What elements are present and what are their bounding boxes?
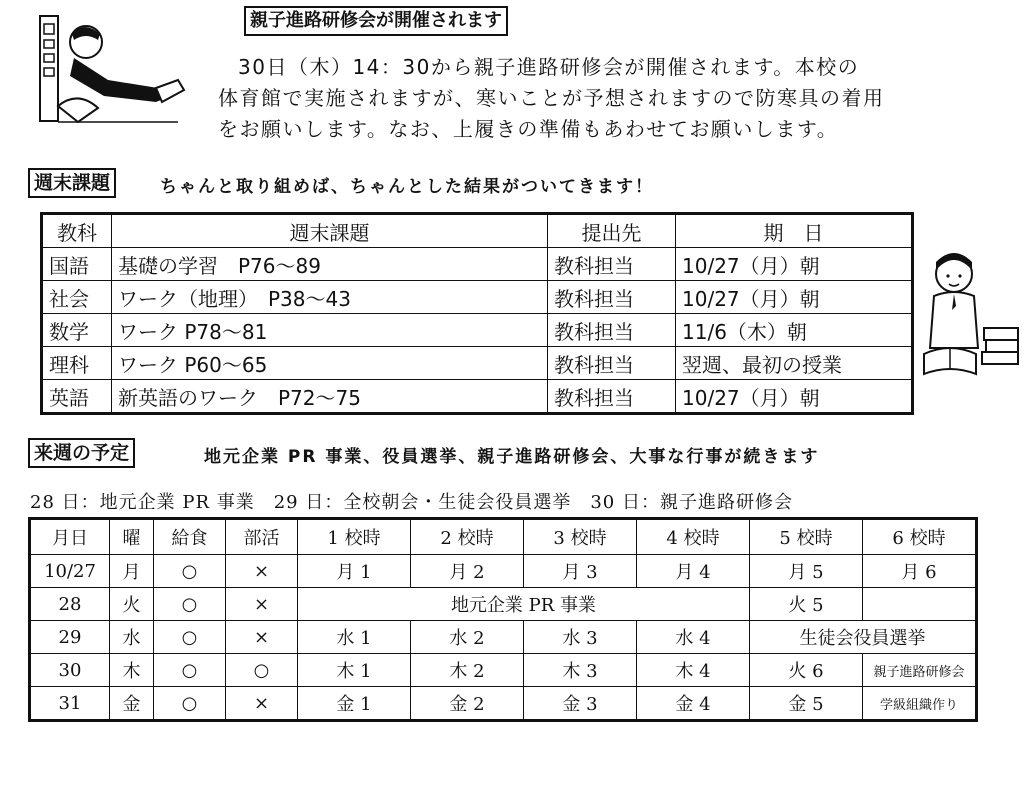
due-date-cell: 10/27（月）朝 <box>676 380 913 414</box>
table-row <box>30 555 977 588</box>
club-cell: × <box>226 687 298 721</box>
period-cell: 金 2 <box>411 687 524 721</box>
period-cell: 木 2 <box>411 654 524 687</box>
submit-to-cell: 教科担当 <box>548 347 676 380</box>
weekend-lead: ちゃんと取り組めば、ちゃんとした結果がついてきます！ <box>160 177 654 197</box>
due-date-cell: 10/27（月）朝 <box>676 281 913 314</box>
date-cell: 29 <box>30 621 110 654</box>
lunch-cell: ○ <box>154 687 226 721</box>
period-cell: 学級組織作り <box>863 687 977 721</box>
period-cell: 水 4 <box>637 621 750 654</box>
assignment-cell: 新英語のワーク P72～75 <box>112 380 548 414</box>
weekday-cell: 火 <box>110 588 154 621</box>
submit-to-cell: 教科担当 <box>548 248 676 281</box>
period-cell: 木 4 <box>637 654 750 687</box>
reading-student-illustration <box>916 248 1022 384</box>
table-row <box>42 281 913 314</box>
club-cell: × <box>226 555 298 588</box>
lunch-cell: ○ <box>154 588 226 621</box>
period-cell: 火 5 <box>750 588 863 621</box>
due-date-cell: 翌週、最初の授業 <box>676 347 913 380</box>
period-cell: 金 5 <box>750 687 863 721</box>
reclining-student-illustration <box>38 10 188 130</box>
table-row <box>30 654 977 687</box>
weekend-assignment-table <box>40 212 914 415</box>
weekly-schedule-table <box>28 517 978 722</box>
event-cell: 生徒会役員選挙 <box>750 621 977 654</box>
subject-cell: 英語 <box>42 380 112 414</box>
weekday-cell: 水 <box>110 621 154 654</box>
submit-to-cell: 教科担当 <box>548 380 676 414</box>
date-cell: 30 <box>30 654 110 687</box>
notice-line-1: 30日（木）14：30から親子進路研修会が開催されます。本校の <box>238 55 860 79</box>
period-cell: 月 5 <box>750 555 863 588</box>
event-cell: 地元企業 PR 事業 <box>298 588 750 621</box>
weekend-title: 週末課題 <box>28 168 116 198</box>
header-subject: 教科 <box>42 214 112 248</box>
lunch-cell: ○ <box>154 654 226 687</box>
table-row <box>30 588 977 621</box>
period-cell: 金 4 <box>637 687 750 721</box>
header-submit-to: 提出先 <box>548 214 676 248</box>
assignment-cell: ワーク（地理） P38～43 <box>112 281 548 314</box>
weekday-cell: 月 <box>110 555 154 588</box>
club-cell: × <box>226 621 298 654</box>
assignment-cell: 基礎の学習 P76～89 <box>112 248 548 281</box>
period-cell: 親子進路研修会 <box>863 654 977 687</box>
due-date-cell: 11/6（木）朝 <box>676 314 913 347</box>
header-period-3: 3 校時 <box>524 519 637 555</box>
table-row <box>30 621 977 654</box>
table-row <box>42 248 913 281</box>
header-date: 月日 <box>30 519 110 555</box>
period-cell: 月 6 <box>863 555 977 588</box>
schedule-note: 28 日：地元企業 PR 事業 29 日：全校朝会・生徒会役員選挙 30 日：親子進路研修会 <box>30 492 793 513</box>
table-header-row <box>30 519 977 555</box>
header-period-4: 4 校時 <box>637 519 750 555</box>
subject-cell: 理科 <box>42 347 112 380</box>
date-cell: 10/27 <box>30 555 110 588</box>
header-due-date: 期 日 <box>676 214 913 248</box>
submit-to-cell: 教科担当 <box>548 314 676 347</box>
header-lunch: 給食 <box>154 519 226 555</box>
weekday-cell: 木 <box>110 654 154 687</box>
notice-line-2: 体育館で実施されますが、寒いことが予想されますので防寒具の着用 <box>218 86 885 110</box>
club-cell: × <box>226 588 298 621</box>
period-cell: 月 1 <box>298 555 411 588</box>
header-assignment: 週末課題 <box>112 214 548 248</box>
club-cell: ○ <box>226 654 298 687</box>
period-cell: 水 1 <box>298 621 411 654</box>
notice-line-3: をお願いします。なお、上履きの準備もあわせてお願いします。 <box>218 117 839 141</box>
subject-cell: 数学 <box>42 314 112 347</box>
date-cell: 31 <box>30 687 110 721</box>
submit-to-cell: 教科担当 <box>548 281 676 314</box>
notice-title: 親子進路研修会が開催されます <box>244 6 508 36</box>
header-period-5: 5 校時 <box>750 519 863 555</box>
period-cell: 月 2 <box>411 555 524 588</box>
period-cell: 月 3 <box>524 555 637 588</box>
assignment-cell: ワーク P78～81 <box>112 314 548 347</box>
schedule-lead: 地元企業 PR 事業、役員選挙、親子進路研修会、大事な行事が続きます <box>204 447 820 467</box>
period-cell-empty <box>863 588 977 621</box>
header-weekday: 曜 <box>110 519 154 555</box>
period-cell: 月 4 <box>637 555 750 588</box>
table-row <box>42 314 913 347</box>
period-cell: 金 1 <box>298 687 411 721</box>
lunch-cell: ○ <box>154 621 226 654</box>
header-period-6: 6 校時 <box>863 519 977 555</box>
lunch-cell: ○ <box>154 555 226 588</box>
header-period-1: 1 校時 <box>298 519 411 555</box>
header-period-2: 2 校時 <box>411 519 524 555</box>
due-date-cell: 10/27（月）朝 <box>676 248 913 281</box>
table-row <box>30 687 977 721</box>
subject-cell: 社会 <box>42 281 112 314</box>
schedule-title: 来週の予定 <box>28 438 135 468</box>
table-row <box>42 347 913 380</box>
weekday-cell: 金 <box>110 687 154 721</box>
subject-cell: 国語 <box>42 248 112 281</box>
period-cell: 水 3 <box>524 621 637 654</box>
date-cell: 28 <box>30 588 110 621</box>
period-cell: 金 3 <box>524 687 637 721</box>
table-header-row <box>42 214 913 248</box>
period-cell: 木 1 <box>298 654 411 687</box>
period-cell: 水 2 <box>411 621 524 654</box>
period-cell: 火 6 <box>750 654 863 687</box>
table-row <box>42 380 913 414</box>
header-club: 部活 <box>226 519 298 555</box>
period-cell: 木 3 <box>524 654 637 687</box>
assignment-cell: ワーク P60～65 <box>112 347 548 380</box>
